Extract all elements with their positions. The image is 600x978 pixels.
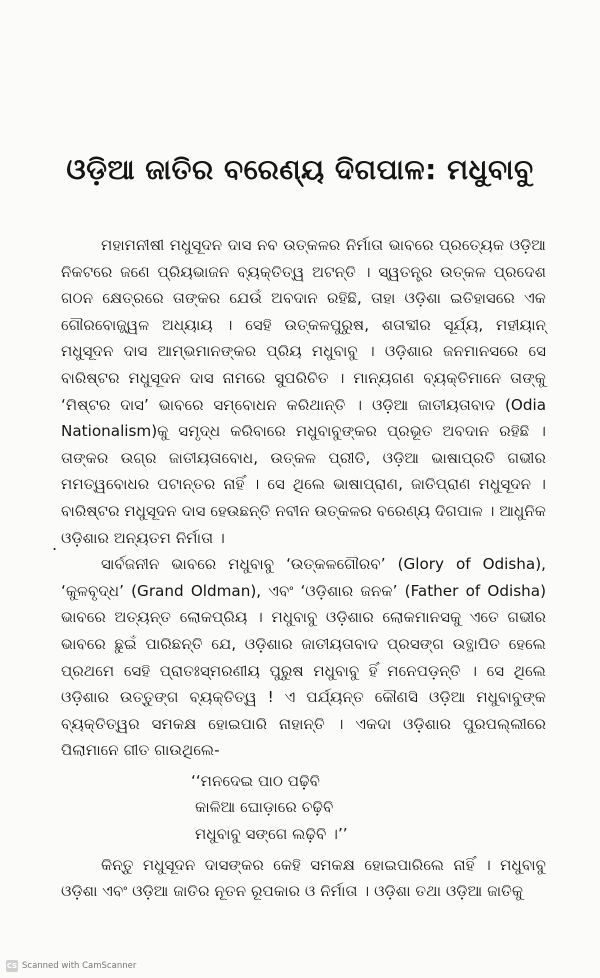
verse-line: ‘‘ମନଦେଇ ପାଠ ପଢ଼ିବି [191,771,321,790]
margin-mark: . [52,535,58,554]
verse-line: କାଳିଆ ଘୋଡ଼ାରେ ଚଢ଼ିବି [195,798,334,817]
scanner-watermark [6,960,136,972]
paragraph-2: ସାର୍ବଜନୀନ ଭାବରେ ମଧୁବାବୁ ‘ଉତ୍କଳଗୌରବ’ (Glory of Odisha), ‘କୁଳବୃଦ୍ଧ’ (Grand Oldman), ଏବଂ ‘ଓଡ଼ିଶାର ଜନକ’ (Father of Odisha) ଭାବରେ ଅତ୍ୟନ୍ତ ଲୋକପ୍ରିୟ । ମଧୁବାବୁ ଓଡ଼ିଶାର ଲୋକମାନସକୁ ଏତେ ଗଭୀର ଭାବରେ ଛୁଇଁ ପାରିଛନ୍ତି ଯେ, ଓଡ଼ିଶାର ଜାତୀୟତାବାଦ ପ୍ରସଙ୍ଗ ଉତ୍ଥାପିତ ହେଲେ ପ୍ରଥମେ ସେହି ପ୍ରାତଃସ୍ମରଣୀୟ ପୁରୁଷ ମଧୁବାବୁ ହିଁ ମନେପଡ଼ନ୍ତି । ସେ ଥିଲେ ଓଡ଼ିଶାର ଉତ୍ତୁଙ୍ଗ ବ୍ୟକ୍ତିତ୍ୱ ! ଏ ପର୍ଯ୍ୟନ୍ତ କୌଣସି ଓଡ଼ିଆ ମଧୁବାବୁଙ୍କ ବ୍ୟକ୍ତିତ୍ୱର ସମକକ୍ଷ ହୋଇପାରି ନାହାନ୍ତି । ଏକଦା ଓଡ଼ିଶାର ପୁରପଲ୍ଲୀରେ ପିଲାମାନେ ଗୀତ ଗାଉଥିଲେ- [61,555,546,760]
paragraph-3: କିନ୍ତୁ ମଧୁସୂଦନ ଦାସଙ୍କର କେହି ସମକକ୍ଷ ହୋଇପାରିଲେ ନାହିଁ । ମଧୁବାବୁ ଓଡ଼ିଶା ଏବଂ ଓଡ଼ିଆ ଜାତିର ନୂତନ ରୂପକାର ଓ ନିର୍ମାତା । ଓଡ଼ିଶା ତଥା ଓଡ଼ିଆ ଜାତିକୁ [61,855,546,901]
verse-block [191,768,546,848]
paragraph-1: ମହାମନୀଷୀ ମଧୁସୂଦନ ଦାସ ନବ ଉତ୍କଳର ନିର୍ମାତା ଭାବରେ ପ୍ରତ୍ୟେକ ଓଡ଼ିଆ ନିକଟରେ ଜଣେ ପ୍ରିୟଭାଜନ ବ୍ୟକ୍ତିତ୍ୱ ଅଟନ୍ତି । ସ୍ୱତନ୍ତ୍ର ଉତ୍କଳ ପ୍ରଦେଶ ଗଠନ କ୍ଷେତ୍ରରେ ତାଙ୍କର ଯେଉଁ ଅବଦାନ ରହିଛି, ତାହା ଓଡ଼ିଶା ଇତିହାସରେ ଏକ ଗୌରବୋଜ୍ଜ୍ୱଳ ଅଧ୍ୟାୟ । ସେହି ଉତ୍କଳପୁରୁଷ, ଶତାବ୍ଦୀର ସୂର୍ଯ୍ୟ, ମହୀୟାନ୍ ମଧୁସୂଦନ ଦାସ ଆମ୍ଭମାନଙ୍କର ପ୍ରିୟ ମଧୁବାବୁ । ଓଡ଼ିଶାର ଜନମାନସରେ ସେ ବାରିଷ୍ଟର ମଧୁସୂଦନ ଦାସ ନାମରେ ସୁପରିଚିତ । ମାନ୍ୟଗଣ ବ୍ୟକ୍ତିମାନେ ତାଙ୍କୁ ‘ମିଷ୍ଟର ଦାସ’ ଭାବରେ ସମ୍ବୋଧନ କରିଥାନ୍ତି । ଓଡ଼ିଆ ଜାତୀୟତାବାଦ (Odia Nationalism)କୁ ସମୃଦ୍ଧ କରିବାରେ ମଧୁବାବୁଙ୍କର ପ୍ରଭୂତ ଅବଦାନ ରହିଛି । ତାଙ୍କର ଉଗ୍ର ଜାତୀୟତାବୋଧ, ଉତ୍କଳ ପ୍ରୀତି, ଓଡ଼ିଆ ଭାଷାପ୍ରତି ଗଭୀର ମମତ୍ୱବୋଧର ପଟାନ୍ତର ନାହିଁ । ସେ ଥିଲେ ଭାଷାପ୍ରାଣ, ଜାତିପ୍ରାଣ ମଧୁସୂଦନ । ବାରିଷ୍ଟର ମଧୁସୂଦନ ଦାସ ହେଉଛନ୍ତି ନବୀନ ଉତ୍କଳର ବରେଣ୍ୟ ଦିଗପାଳ । ଆଧୁନିକ ଓଡ଼ିଶାର ଅନ୍ୟତମ ନିର୍ମାତା । [61,236,547,547]
watermark-text: Scanned with CamScanner [22,961,137,971]
camscanner-logo-icon: CS [6,962,18,970]
article-title: ଓଡ଼ିଆ ଜାତିର ବରେଣ୍ୟ ଦିଗପାଳ: ମଧୁବାବୁ [66,153,534,186]
article-body [61,232,546,905]
verse-line: ମଧୁବାବୁ ସଙ୍ଗେ ଲଢ଼ିବି ।’’ [195,825,348,844]
